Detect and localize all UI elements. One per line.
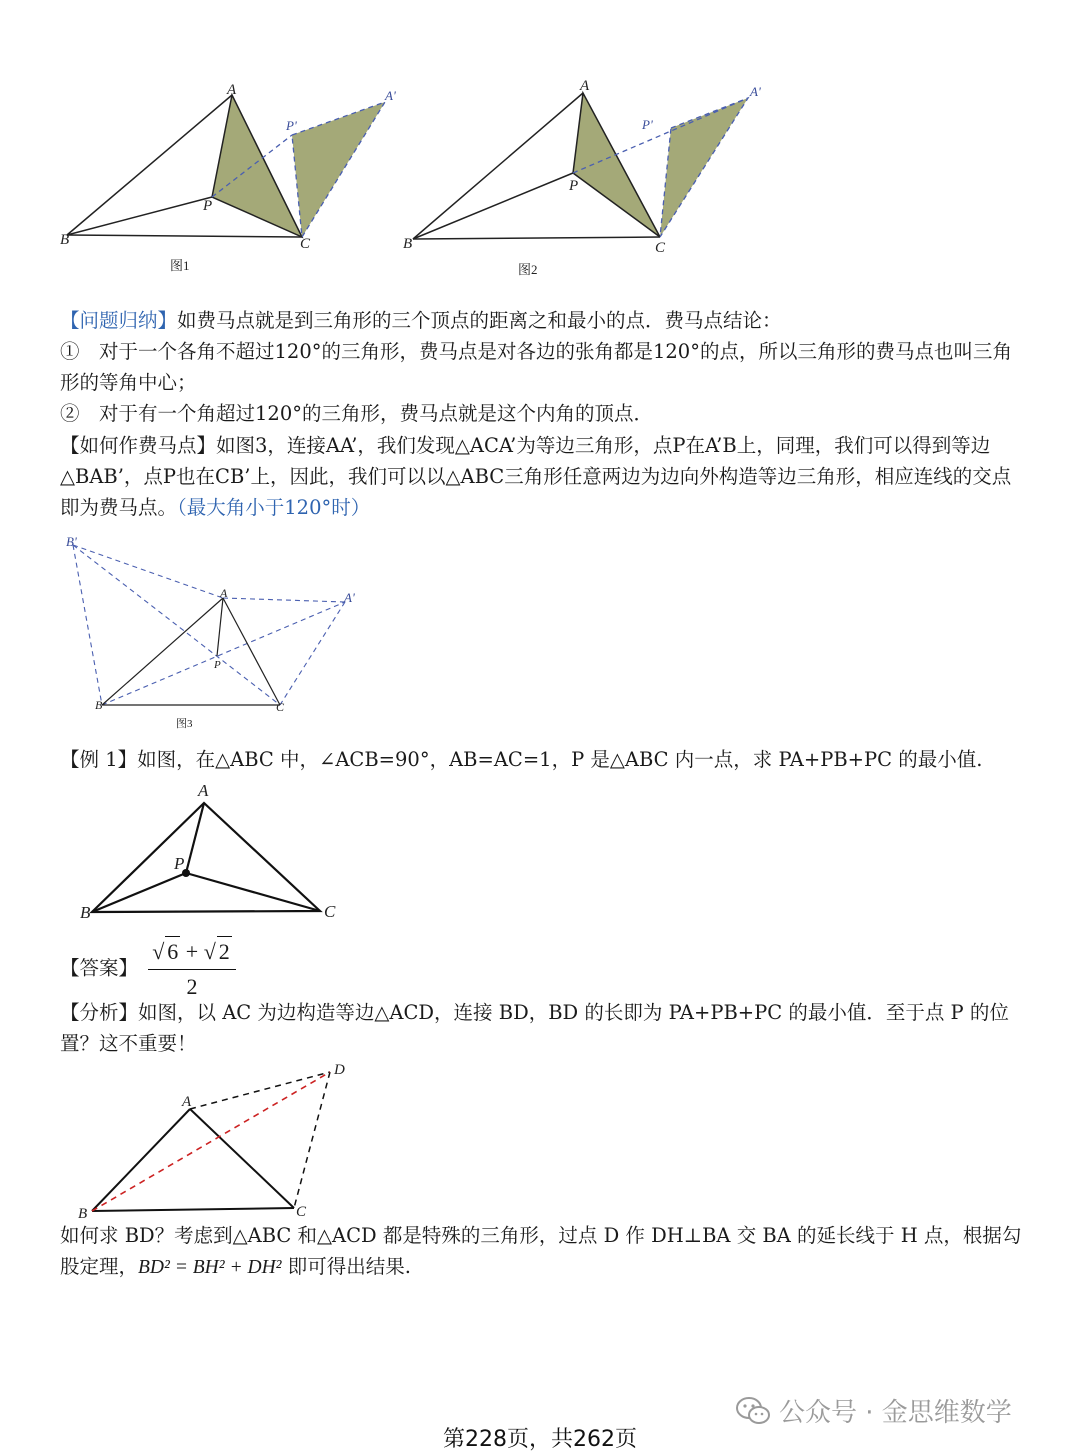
summary-item-2: ② 对于有一个角超过120°的三角形，费马点就是这个内角的顶点． bbox=[60, 402, 653, 425]
label-p: P bbox=[214, 659, 221, 671]
example-text: 如图，在△ABC 中，∠ACB=90°，AB=AC=1，P 是△ABC 内一点，求 PA+PB+PC 的最小值. bbox=[137, 748, 983, 771]
label-b: B bbox=[95, 698, 103, 712]
label-a: A bbox=[182, 1094, 192, 1110]
label-b: B bbox=[60, 232, 70, 248]
summary-paragraph bbox=[60, 305, 1025, 336]
label-c: C bbox=[324, 902, 336, 921]
label-c: C bbox=[296, 1204, 307, 1220]
label-c: C bbox=[655, 240, 666, 256]
label-p: P bbox=[203, 198, 213, 214]
summary-item-1: ① 对于一个各角不超过120°的三角形，费马点是对各边的张角都是120°的点，所以三角形的费马点也叫三角形的等角中心； bbox=[60, 340, 1012, 394]
label-d: D bbox=[334, 1062, 345, 1078]
label-a-prime: A' bbox=[750, 84, 761, 99]
label-c: C bbox=[300, 236, 311, 252]
summary-tag: 【问题归纳】 bbox=[60, 309, 178, 332]
figure-1 bbox=[55, 80, 415, 280]
watermark-text: 公众号 · 金思维数学 bbox=[779, 1398, 1012, 1428]
summary-text: 如费马点就是到三角形的三个顶点的距离之和最小的点．费马点结论： bbox=[177, 309, 782, 332]
figure-3 bbox=[60, 535, 370, 735]
label-a-prime: A' bbox=[385, 88, 396, 103]
figure-caption: 图1 bbox=[170, 258, 190, 273]
closing-text-before: 如何求 BD？考虑到△ABC 和△ACD 都是特殊的三角形，过点 D 作 DH⊥BA 交 BA 的延长线于 H 点，根据勾股定理， bbox=[60, 1224, 1022, 1278]
label-b: B bbox=[403, 236, 413, 252]
label-a: A bbox=[220, 586, 228, 600]
closing-paragraph bbox=[60, 1220, 1025, 1283]
page-number: 第228页，共262页 bbox=[443, 1427, 637, 1452]
label-p-prime: P' bbox=[642, 117, 653, 132]
label-a: A bbox=[580, 78, 590, 94]
label-p: P bbox=[569, 178, 579, 194]
analysis-tag: 【分析】 bbox=[60, 1001, 139, 1024]
label-b: B bbox=[78, 1206, 88, 1222]
analysis-text: 如图，以 AC 为边构造等边△ACD，连接 BD，BD 的长即为 PA+PB+PC 的最小值．至于点 P 的位置？这不重要！ bbox=[60, 1001, 1009, 1055]
shaded-triangle-rotated bbox=[292, 102, 385, 237]
shaded-triangle-rotated bbox=[660, 98, 748, 237]
label-c: C bbox=[276, 700, 285, 714]
answer-tag: 【答案】 bbox=[60, 956, 139, 980]
figure-4 bbox=[70, 778, 350, 928]
label-b: B bbox=[80, 903, 91, 922]
analysis-paragraph bbox=[60, 997, 1025, 1059]
figure-2 bbox=[398, 76, 778, 286]
label-b-prime: B' bbox=[66, 535, 77, 549]
howto-note: （最大角小于120°时） bbox=[177, 496, 371, 519]
label-a: A bbox=[227, 82, 237, 98]
answer-paragraph bbox=[60, 936, 1025, 1002]
closing-formula: BD² = BH² + DH² bbox=[138, 1257, 282, 1278]
figure-caption: 图3 bbox=[176, 718, 193, 730]
shaded-triangle-apc bbox=[212, 95, 302, 237]
dashed-bd bbox=[92, 1072, 330, 1211]
label-a: A bbox=[198, 781, 209, 800]
figure-5 bbox=[70, 1058, 370, 1223]
example-paragraph bbox=[60, 744, 1025, 775]
shaded-triangle-apc bbox=[573, 93, 660, 237]
example-tag: 【例 1】 bbox=[60, 748, 138, 771]
howto-text: 如图3，连接AA’，我们发现△ACA’为等边三角形，点P在A’B上，同理，我们可以得到等边△BAB’，点P也在CB’上，因此，我们可以以△ABC三角形任意两边为边向外构造等边三角形，相应连线的交点即为费马点。 bbox=[60, 434, 1012, 519]
closing-text-after: 即可得出结果. bbox=[281, 1255, 411, 1278]
howto-paragraph bbox=[60, 430, 1025, 523]
wechat-icon bbox=[735, 1396, 771, 1426]
answer-fraction: $\frac{√ 6 + √ 2}{2}$ bbox=[148, 936, 236, 1002]
label-p: P bbox=[174, 854, 185, 873]
figure-caption: 图2 bbox=[518, 262, 538, 277]
howto-tag: 【如何作费马点】 bbox=[60, 434, 217, 457]
label-a-prime: A' bbox=[344, 590, 355, 605]
label-p-prime: P' bbox=[286, 118, 297, 133]
